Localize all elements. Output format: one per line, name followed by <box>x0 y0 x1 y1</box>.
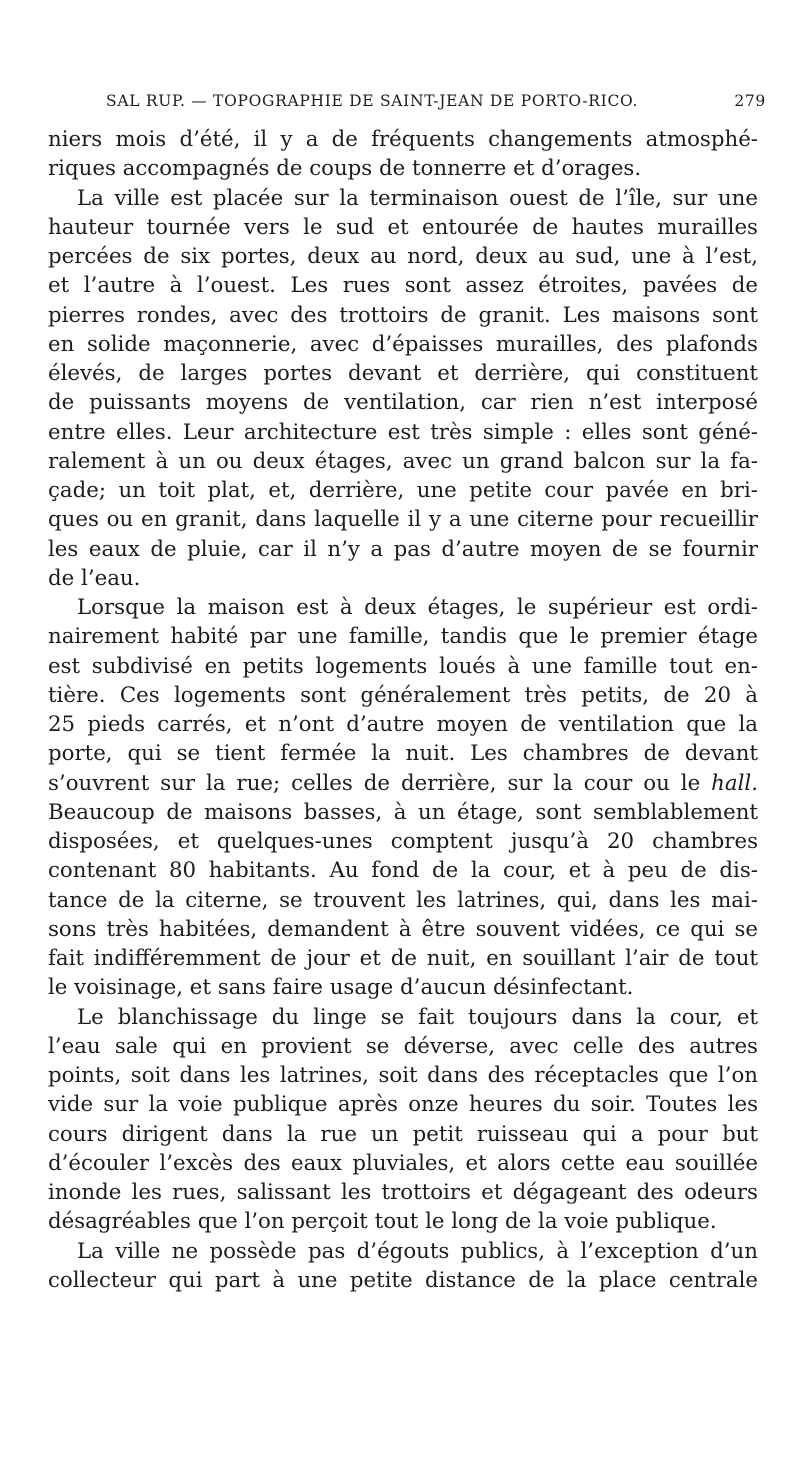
text-line: hauteur tournée vers le sud et entourée de hautes murailles <box>48 214 758 240</box>
text-line: cours dirigent dans la rue un petit ruisseau qui a pour but <box>48 1121 758 1147</box>
text-line: et l’autre à l’ouest. Les rues sont assez étroites, pavées de <box>48 273 758 299</box>
text-line: ralement à un ou deux étages, avec un grand balcon sur la fa- <box>48 448 758 474</box>
text-line: porte, qui se tient fermée la nuit. Les chambres de devant <box>48 741 758 767</box>
text-line: inonde les rues, salissant les trottoirs et dégageant des odeurs <box>48 1180 758 1205</box>
text-line-start: s’ouvrent sur la rue; celles de derrière, sur la cour ou le <box>48 770 701 796</box>
text-line: Lorsque la maison est à deux étages, le supérieur est ordi- <box>77 595 758 620</box>
text-line: les eaux de pluie, car il n’y a pas d’autre moyen de se fournir <box>48 536 758 562</box>
text-line: élevés, de larges portes devant et derrière, qui constituent <box>48 361 758 386</box>
text-line: vide sur la voie publique après onze heures du soir. Toutes les <box>48 1092 758 1118</box>
text-line: fait indifféremment de jour et de nuit, en souillant l’air de tout <box>48 946 758 971</box>
text-line: 25 pieds carrés, et n’ont d’autre moyen de ventilation que la <box>48 712 758 737</box>
running-header <box>106 92 766 116</box>
text-line: le voisinage, et sans faire usage d’aucun désinfectant. <box>48 975 634 1001</box>
text-line: points, soit dans les latrines, soit dans des réceptacles que l’on <box>48 1063 758 1088</box>
text-line: niers mois d’été, il y a de fréquents changements atmosphé- <box>48 127 758 152</box>
text-line: sons très habitées, demandent à être souvent vidées, ce qui se <box>48 916 758 942</box>
page-number: 279 <box>734 92 766 110</box>
text-line: ques ou en granit, dans laquelle il y a une citerne pour recueillir <box>48 507 758 533</box>
text-line: désagréables que l’on perçoit tout le long de la voie publique. <box>48 1209 717 1235</box>
text-line: contenant 80 habitants. Au fond de la cour, et à peu de dis- <box>48 858 758 884</box>
text-line: entre elles. Leur architecture est très simple : elles sont géné- <box>48 419 758 445</box>
italic-term: hall. <box>711 770 758 796</box>
text-line: çade; un toit plat, et, derrière, une petite cour pavée en bri- <box>48 478 758 503</box>
text-line: est subdivisé en petits logements loués à une famille tout en- <box>48 653 758 679</box>
text-line: collecteur qui part à une petite distance de la place centrale <box>48 1267 758 1293</box>
text-line: riques accompagnés de coups de tonnerre et d’orages. <box>48 156 642 182</box>
text-line: percées de six portes, deux au nord, deux au sud, une à l’est, <box>48 244 758 269</box>
text-line: tance de la citerne, se trouvent les latrines, qui, dans les mai- <box>48 887 758 913</box>
text-line: de puissants moyens de ventilation, car rien n’est interposé <box>48 390 758 416</box>
body-text <box>48 125 758 1295</box>
text-line: La ville ne possède pas d’égouts publics, à l’exception d’un <box>77 1238 758 1264</box>
text-line: nairement habité par une famille, tandis que le premier étage <box>48 624 758 650</box>
text-line: de l’eau. <box>48 565 141 591</box>
text-line: l’eau sale qui en provient se déverse, avec celle des autres <box>48 1033 758 1059</box>
text-line <box>48 769 758 798</box>
text-line: pierres rondes, avec des trottoirs de granit. Les maisons sont <box>48 302 758 328</box>
text-line: disposées, et quelques-unes comptent jusqu’à 20 chambres <box>48 829 758 854</box>
text-line: La ville est placée sur la terminaison ouest de l’île, sur une <box>77 185 758 211</box>
text-line: d’écouler l’excès des eaux pluviales, et alors cette eau souillée <box>48 1150 758 1176</box>
header-title: SAL RUP. — TOPOGRAPHIE DE SAINT-JEAN DE PORTO-RICO. <box>106 92 639 110</box>
text-line: en solide maçonnerie, avec d’épaisses murailles, des plafonds <box>48 331 758 357</box>
text-line: Beaucoup de maisons basses, à un étage, sont semblablement <box>48 799 758 825</box>
text-line: tière. Ces logements sont généralement très petits, de 20 à <box>48 682 758 708</box>
text-line: Le blanchissage du linge se fait toujours dans la cour, et <box>77 1004 758 1030</box>
